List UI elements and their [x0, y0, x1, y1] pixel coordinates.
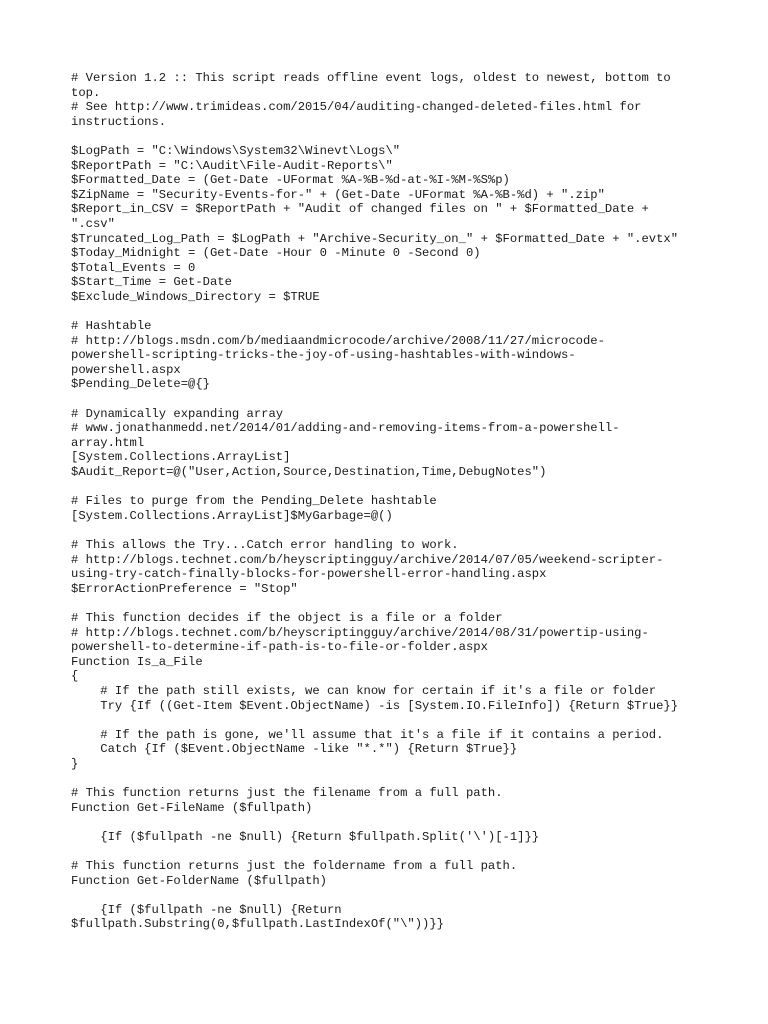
- code-document: [71, 71, 711, 932]
- code-line: Function Get-FileName ($fullpath): [71, 800, 313, 815]
- code-line: $Report_in_CSV = $ReportPath + "Audit of changed files on " + $Formatted_Date +: [71, 202, 649, 217]
- code-line: {If ($fullpath -ne $null) {Return: [71, 902, 342, 917]
- code-line: using-try-catch-finally-blocks-for-powershell-error-handling.aspx: [71, 567, 547, 582]
- code-line: instructions.: [71, 114, 167, 129]
- code-line: $ReportPath = "C:\Audit\File-Audit-Reports\": [71, 158, 393, 173]
- code-line: # www.jonathanmedd.net/2014/01/adding-and-removing-items-from-a-powershell-: [71, 421, 620, 436]
- code-line: [System.Collections.ArrayList]: [71, 450, 291, 465]
- code-line: $Start_Time = Get-Date: [71, 275, 232, 290]
- code-line: }: [71, 756, 79, 771]
- code-line: [71, 772, 711, 787]
- code-line: Catch {If ($Event.ObjectName -like "*.*") {Return $True}}: [71, 742, 518, 757]
- code-line: $Formatted_Date = (Get-Date -UFormat %A-%B-%d-at-%I-%M-%S%p): [71, 173, 510, 188]
- code-line: Function Is_a_File: [71, 654, 203, 669]
- code-line: $Pending_Delete=@{}: [71, 377, 210, 392]
- code-line: [71, 596, 711, 611]
- code-line: [71, 713, 711, 728]
- code-line: $LogPath = "C:\Windows\System32\Winevt\Logs\": [71, 143, 401, 158]
- code-line: # This function returns just the foldername from a full path.: [71, 859, 518, 874]
- code-line: # This allows the Try...Catch error handling to work.: [71, 538, 459, 552]
- code-line: $fullpath.Substring(0,$fullpath.LastIndexOf("\"))}}: [71, 917, 444, 932]
- code-line: # This function decides if the object is a file or a folder: [71, 610, 503, 625]
- code-line: [71, 844, 711, 859]
- code-line: powershell-scripting-tricks-the-joy-of-using-hashtables-with-windows-: [71, 348, 576, 363]
- code-line: $Today_Midnight = (Get-Date -Hour 0 -Minute 0 -Second 0): [71, 246, 481, 261]
- code-line: # Files to purge from the Pending_Delete hashtable: [71, 494, 437, 509]
- code-line: # http://blogs.msdn.com/b/mediaandmicrocode/archive/2008/11/27/microcode-: [71, 333, 605, 348]
- code-line: # If the path still exists, we can know for certain if it's a file or folder: [71, 683, 657, 698]
- code-line: # Version 1.2 :: This script reads offline event logs, oldest to newest, bottom to: [71, 71, 671, 85]
- code-line: top.: [71, 85, 101, 100]
- code-line: # http://blogs.technet.com/b/heyscriptingguy/archive/2014/07/05/weekend-scripter-: [71, 552, 664, 567]
- code-line: # See http://www.trimideas.com/2015/04/auditing-changed-deleted-files.html for: [71, 100, 642, 115]
- code-line: $Truncated_Log_Path = $LogPath + "Archive-Security_on_" + $Formatted_Date + ".evtx": [71, 231, 679, 246]
- code-line: [71, 305, 711, 320]
- code-line: [71, 480, 711, 495]
- code-line: {If ($fullpath -ne $null) {Return $fullpath.Split('\')[-1]}}: [71, 829, 540, 844]
- code-line: powershell-to-determine-if-path-is-to-file-or-folder.aspx: [71, 640, 488, 655]
- code-line: # Dynamically expanding array: [71, 406, 284, 421]
- code-line: {: [71, 669, 79, 684]
- code-line: $Audit_Report=@("User,Action,Source,Destination,Time,DebugNotes"): [71, 465, 547, 480]
- code-line: Try {If ((Get-Item $Event.ObjectName) -is [System.IO.FileInfo]) {Return $True}}: [71, 698, 679, 713]
- code-line: [71, 888, 711, 903]
- code-line: $ZipName = "Security-Events-for-" + (Get-Date -UFormat %A-%B-%d) + ".zip": [71, 187, 605, 202]
- code-line: # http://blogs.technet.com/b/heyscriptingguy/archive/2014/08/31/powertip-using-: [71, 625, 649, 640]
- code-line: [71, 815, 711, 830]
- code-line: [71, 523, 711, 538]
- code-line: $Exclude_Windows_Directory = $TRUE: [71, 289, 320, 304]
- code-line: $Total_Events = 0: [71, 260, 196, 275]
- code-line: [System.Collections.ArrayList]$MyGarbage=@(): [71, 508, 393, 523]
- code-line: # This function returns just the filename from a full path.: [71, 786, 503, 801]
- code-line: array.html: [71, 435, 145, 450]
- code-line: Function Get-FolderName ($fullpath): [71, 873, 327, 888]
- code-line: # If the path is gone, we'll assume that it's a file if it contains a period.: [71, 727, 664, 742]
- code-line: ".csv": [71, 216, 115, 231]
- code-line: [71, 392, 711, 407]
- code-line: # Hashtable: [71, 319, 152, 334]
- code-line: powershell.aspx: [71, 362, 181, 377]
- code-line: $ErrorActionPreference = "Stop": [71, 581, 298, 596]
- code-line: [71, 129, 711, 144]
